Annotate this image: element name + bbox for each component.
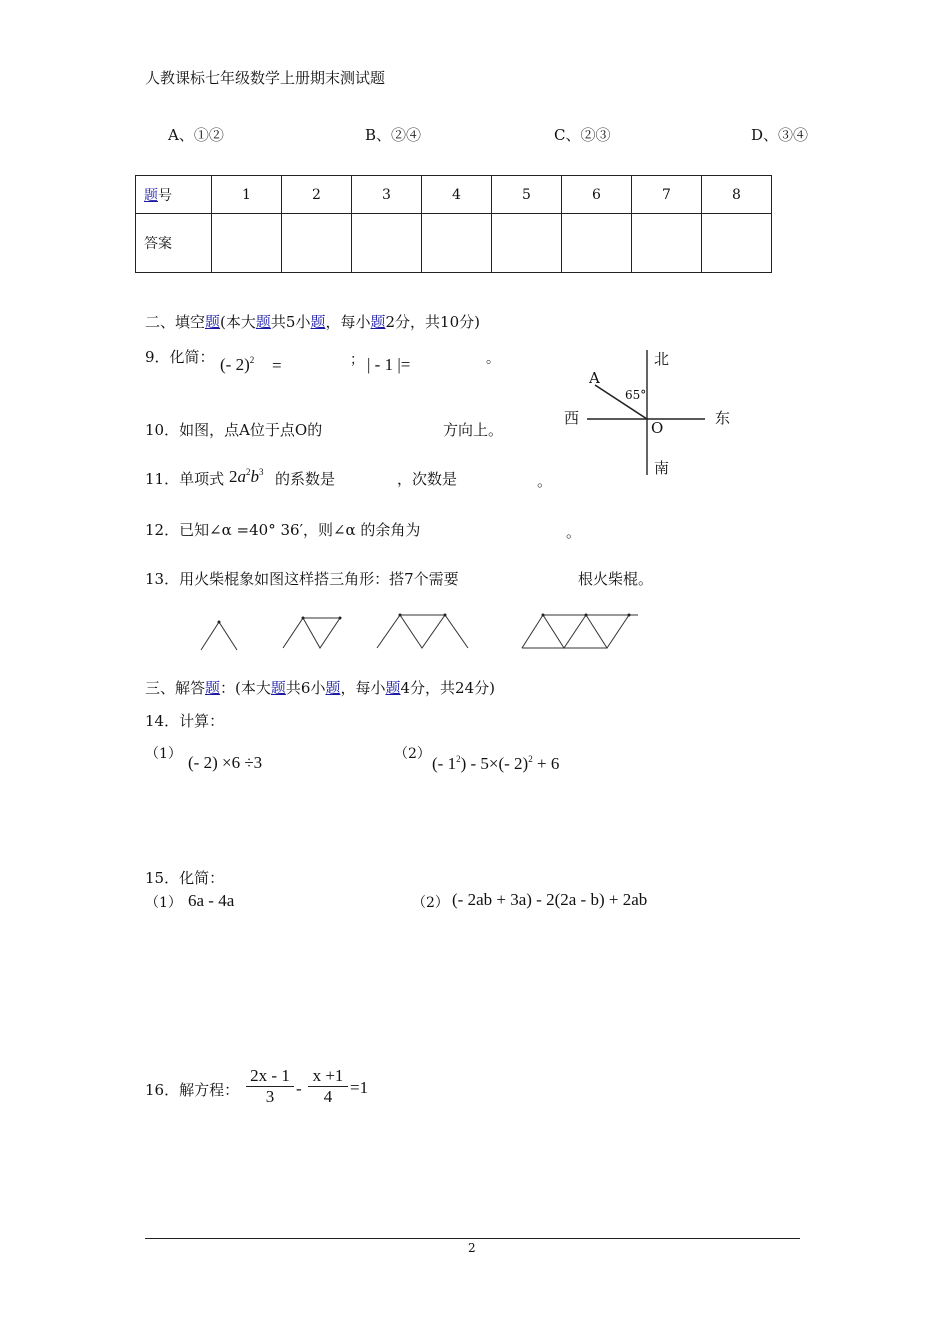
- q9-expr2: | - 1 |=: [367, 355, 411, 374]
- q12-text: 12．已知∠α =40° 36′，则∠α 的余角为: [145, 521, 421, 539]
- table-cell: 3: [352, 176, 422, 214]
- q9-equals: =: [272, 356, 282, 375]
- q9-end: 。: [486, 351, 500, 367]
- compass-south: 南: [654, 459, 670, 477]
- q16-minus: -: [296, 1079, 302, 1098]
- table-cell: 4: [422, 176, 492, 214]
- page-header-title: 人教课标七年级数学上册期末测试题: [145, 69, 386, 87]
- answer-cell[interactable]: [702, 214, 772, 273]
- q9-separator: ；: [350, 352, 364, 368]
- q11-text-3: ，次数是: [397, 470, 458, 488]
- q11-text-1: 11．单项式: [145, 470, 225, 488]
- compass-north: 北: [654, 350, 670, 368]
- answer-table: [135, 175, 772, 273]
- q16-rhs: =1: [350, 1078, 369, 1097]
- choice-a: A、①②: [168, 126, 224, 144]
- compass-west: 西: [564, 409, 580, 427]
- matchstick-figure-1: [201, 622, 237, 650]
- question-link[interactable]: 题: [325, 679, 341, 697]
- table-cell: 5: [492, 176, 562, 214]
- q16-numerator-1: 2x - 1: [250, 1066, 290, 1085]
- answer-cell[interactable]: [562, 214, 632, 273]
- matchstick-figure-3: [377, 615, 468, 648]
- matchstick-figure-2: [283, 618, 340, 648]
- q15-part1-expr: 6a - 4a: [188, 891, 235, 910]
- compass-center-o: O: [651, 419, 664, 437]
- answer-cell[interactable]: [212, 214, 282, 273]
- q9-expr1: (- 2)$^2$: [220, 355, 255, 374]
- q14-part2-expr: (- $1^2) - 5\times(-$ 2)$^2$ + 6: [432, 754, 560, 773]
- table-header-label: 题号: [136, 176, 212, 214]
- table-answer-label: 答案: [136, 214, 212, 273]
- question-link[interactable]: 题: [385, 679, 401, 697]
- table-cell: 1: [212, 176, 282, 214]
- q10-text-2: 方向上。: [443, 421, 504, 439]
- matchstick-figure-4: [522, 615, 629, 648]
- compass-angle: 65°: [625, 388, 647, 402]
- q15-part2-expr: (- 2ab + 3a) - 2(2a - b) + 2ab: [452, 890, 648, 909]
- q16-fraction-2: [308, 1066, 348, 1107]
- q16-numerator-2: x +1: [312, 1066, 344, 1085]
- q15-part2-label: （2）: [412, 895, 449, 911]
- answer-cell[interactable]: [422, 214, 492, 273]
- q11-end: 。: [537, 472, 553, 490]
- compass-east: 东: [715, 409, 731, 427]
- q13-text-2: 根火柴棍。: [578, 570, 654, 588]
- table-row: [136, 214, 772, 273]
- question-link[interactable]: 题: [310, 313, 326, 331]
- q13-text-1: 13．用火柴棍象如图这样搭三角形：搭7个需要: [145, 570, 459, 588]
- table-cell: 2: [282, 176, 352, 214]
- answer-cell[interactable]: [282, 214, 352, 273]
- question-link[interactable]: 题: [370, 313, 386, 331]
- q9-label: 9．化简：: [145, 348, 215, 366]
- q16-denominator-2: 4: [308, 1086, 348, 1107]
- q14-part2-label: （2）: [394, 746, 431, 762]
- q10-text-1: 10．如图，点A位于点O的: [145, 421, 323, 439]
- section-2-heading: 二、填空题(本大题共5小题，每小题2分，共10分): [145, 313, 480, 331]
- answer-cell[interactable]: [352, 214, 422, 273]
- q11-monomial: $2a^2b^3$: [229, 467, 264, 486]
- choice-b: B、②④: [365, 126, 422, 144]
- table-cell: 6: [562, 176, 632, 214]
- q15-part1-label: （1）: [145, 895, 182, 911]
- question-link[interactable]: 题: [270, 679, 286, 697]
- table-cell: 8: [702, 176, 772, 214]
- page-number: 2: [468, 1241, 476, 1255]
- question-link[interactable]: 题: [144, 187, 158, 204]
- footer-divider: [145, 1238, 800, 1239]
- q16-label: 16．解方程：: [145, 1081, 240, 1099]
- answer-cell[interactable]: [632, 214, 702, 273]
- section-3-heading: 三、解答题：(本大题共6小题，每小题4分，共24分): [145, 679, 495, 697]
- question-link[interactable]: 题: [205, 679, 221, 697]
- q16-denominator-1: 3: [246, 1086, 294, 1107]
- question-link[interactable]: 题: [255, 313, 271, 331]
- table-cell: 7: [632, 176, 702, 214]
- choice-d: D、③④: [751, 126, 809, 144]
- compass-point-a: A: [589, 369, 600, 387]
- choice-c: C、②③: [554, 126, 611, 144]
- q14-part1-expr: (- 2) ×6 ÷3: [188, 753, 263, 772]
- table-row: [136, 176, 772, 214]
- question-link[interactable]: 题: [205, 313, 221, 331]
- matchstick-triangles-figure: [195, 610, 645, 655]
- q15-label: 15．化简：: [145, 869, 225, 887]
- q11-text-2: 的系数是: [275, 470, 336, 488]
- q16-fraction-1: [246, 1066, 294, 1107]
- q14-part1-label: （1）: [145, 746, 182, 762]
- q12-end: 。: [566, 523, 582, 541]
- answer-cell[interactable]: [492, 214, 562, 273]
- q14-label: 14．计算：: [145, 712, 225, 730]
